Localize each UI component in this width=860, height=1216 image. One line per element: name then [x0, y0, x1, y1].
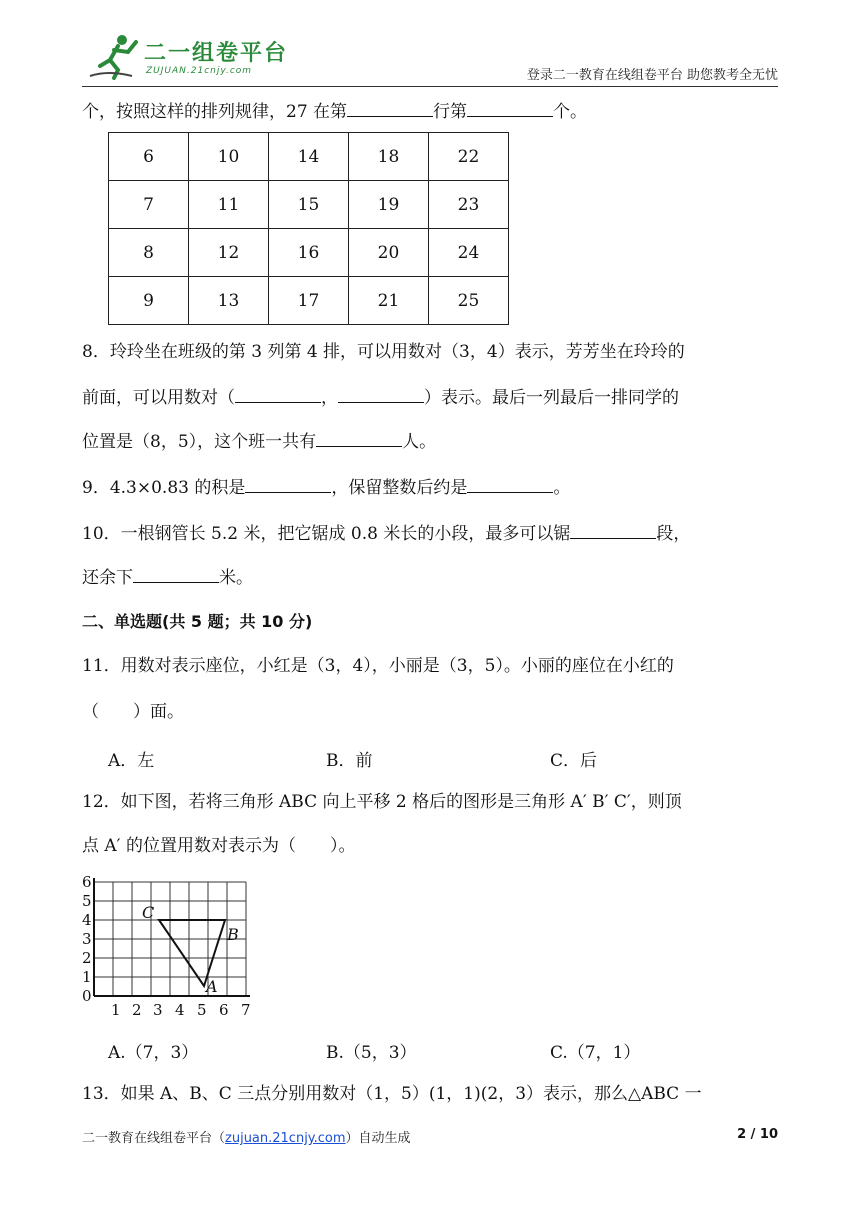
y-tick-label: 3 [82, 930, 92, 948]
q8-text-2b: ， [321, 388, 338, 408]
q7-blank-col[interactable] [467, 98, 553, 117]
table-cell: 20 [349, 229, 429, 277]
table-cell: 12 [189, 229, 269, 277]
runner-logo-icon [88, 30, 144, 80]
x-tick-label: 3 [153, 1001, 163, 1019]
logo-text: 二一组卷平台 [144, 41, 289, 66]
y-tick-label: 6 [82, 873, 92, 891]
logo-url: ZUJUAN.21cnjy.com [146, 66, 253, 76]
table-cell: 9 [109, 277, 189, 325]
q9-blank-rounded[interactable] [467, 474, 553, 493]
x-tick-label: 2 [132, 1001, 142, 1019]
q12-line-2: 点 A′ 的位置用数对表示为（ ）。 [82, 836, 356, 856]
y-tick-label: 1 [82, 968, 92, 986]
table-cell: 10 [189, 133, 269, 181]
table-cell: 8 [109, 229, 189, 277]
table-cell: 17 [269, 277, 349, 325]
table-cell: 7 [109, 181, 189, 229]
q9-text-a: 9．4.3×0.83 的积是 [82, 478, 246, 498]
section-heading: 二、单选题(共 5 题；共 10 分) [82, 612, 313, 631]
q8-text-2a: 前面，可以用数对（ [82, 388, 235, 408]
table-cell: 13 [189, 277, 269, 325]
q8-text-2c: ）表示。最后一列最后一排同学的 [424, 388, 679, 408]
q10-line-1 [82, 520, 690, 546]
point-label-c: C [142, 903, 155, 922]
q11-line-2: （ ）面。 [82, 702, 184, 722]
q10-blank-segments[interactable] [570, 520, 656, 539]
q9-text-c: 。 [553, 478, 571, 498]
triangle-grid-diagram [80, 872, 260, 1022]
table-cell: 25 [429, 277, 509, 325]
q12-option-a[interactable]: A.（7，3） [108, 1043, 199, 1063]
table-row [109, 181, 509, 229]
q11-option-b[interactable]: B．前 [326, 751, 373, 771]
q11-line-1: 11．用数对表示座位，小红是（3，4），小丽是（3，5）。小丽的座位在小红的 [82, 656, 674, 676]
y-tick-label: 5 [82, 892, 92, 910]
q12-option-c[interactable]: C.（7，1） [550, 1043, 641, 1063]
y-tick-label: 2 [82, 949, 92, 967]
header-slogan: 登录二一教育在线组卷平台 助您教考全无忧 [526, 68, 778, 83]
q8-blank-count[interactable] [316, 428, 402, 447]
point-label-a: A [206, 977, 218, 996]
q13-line-1: 13．如果 A、B、C 三点分别用数对（1，5）(1，1)(2，3）表示，那么△ABC 一 [82, 1084, 702, 1104]
page-number: 2 / 10 [737, 1127, 778, 1142]
footer-text-b: ）自动生成 [345, 1131, 411, 1146]
q10-text-1b: 段， [656, 524, 691, 544]
q7-text-2: 行第 [433, 102, 468, 122]
x-tick-label: 5 [197, 1001, 207, 1019]
q9-blank-product[interactable] [245, 474, 331, 493]
footer-link[interactable]: zujuan.21cnjy.com [225, 1131, 346, 1146]
q12-line-1: 12．如下图，若将三角形 ABC 向上平移 2 格后的图形是三角形 A′ B′ C′，则顶 [82, 792, 682, 812]
point-label-b: B [227, 925, 239, 944]
q8-text-3b: 人。 [402, 432, 437, 452]
x-tick-label: 6 [219, 1001, 229, 1019]
y-tick-label: 0 [82, 987, 92, 1005]
table-row [109, 277, 509, 325]
table-row [109, 133, 509, 181]
y-tick-label: 4 [82, 911, 92, 929]
q8-line-2 [82, 384, 679, 410]
q7-text-1: 个，按照这样的排列规律，27 在第 [82, 102, 348, 122]
q11-option-a[interactable]: A．左 [108, 751, 155, 771]
site-logo[interactable] [88, 30, 288, 86]
table-cell: 19 [349, 181, 429, 229]
q9-line [82, 474, 570, 500]
q12-option-b[interactable]: B.（5，3） [326, 1043, 417, 1063]
table-row [109, 229, 509, 277]
grid-lines [94, 882, 246, 996]
q8-line-3 [82, 428, 436, 454]
table-cell: 22 [429, 133, 509, 181]
table-cell: 18 [349, 133, 429, 181]
q10-text-1a: 10．一根钢管长 5.2 米，把它锯成 0.8 米长的小段，最多可以锯 [82, 524, 571, 544]
footer-text-a: 二一教育在线组卷平台（ [82, 1131, 226, 1146]
q10-blank-remainder[interactable] [133, 564, 219, 583]
q8-blank-row[interactable] [338, 384, 424, 403]
q9-text-b: ，保留整数后约是 [331, 478, 468, 498]
header-divider [82, 86, 778, 87]
table-cell: 14 [269, 133, 349, 181]
q7-line [82, 98, 587, 124]
table-cell: 21 [349, 277, 429, 325]
x-tick-label: 4 [175, 1001, 185, 1019]
q7-blank-row[interactable] [347, 98, 433, 117]
x-tick-label: 7 [241, 1001, 251, 1019]
q8-line-1: 8．玲玲坐在班级的第 3 列第 4 排，可以用数对（3，4）表示，芳芳坐在玲玲的 [82, 342, 685, 362]
x-tick-label: 1 [111, 1001, 121, 1019]
q10-text-2a: 还余下 [82, 568, 133, 588]
table-cell: 16 [269, 229, 349, 277]
q7-text-3: 个。 [553, 102, 588, 122]
table-cell: 15 [269, 181, 349, 229]
q8-text-3a: 位置是（8，5），这个班一共有 [82, 432, 317, 452]
table-cell: 24 [429, 229, 509, 277]
q11-option-c[interactable]: C．后 [550, 751, 598, 771]
q10-line-2 [82, 564, 253, 590]
q10-text-2b: 米。 [219, 568, 253, 588]
table-cell: 11 [189, 181, 269, 229]
number-table [108, 132, 509, 325]
footer-text [82, 1127, 411, 1146]
table-cell: 23 [429, 181, 509, 229]
table-cell: 6 [109, 133, 189, 181]
q8-blank-col[interactable] [235, 384, 321, 403]
grid-figure [80, 872, 260, 1026]
